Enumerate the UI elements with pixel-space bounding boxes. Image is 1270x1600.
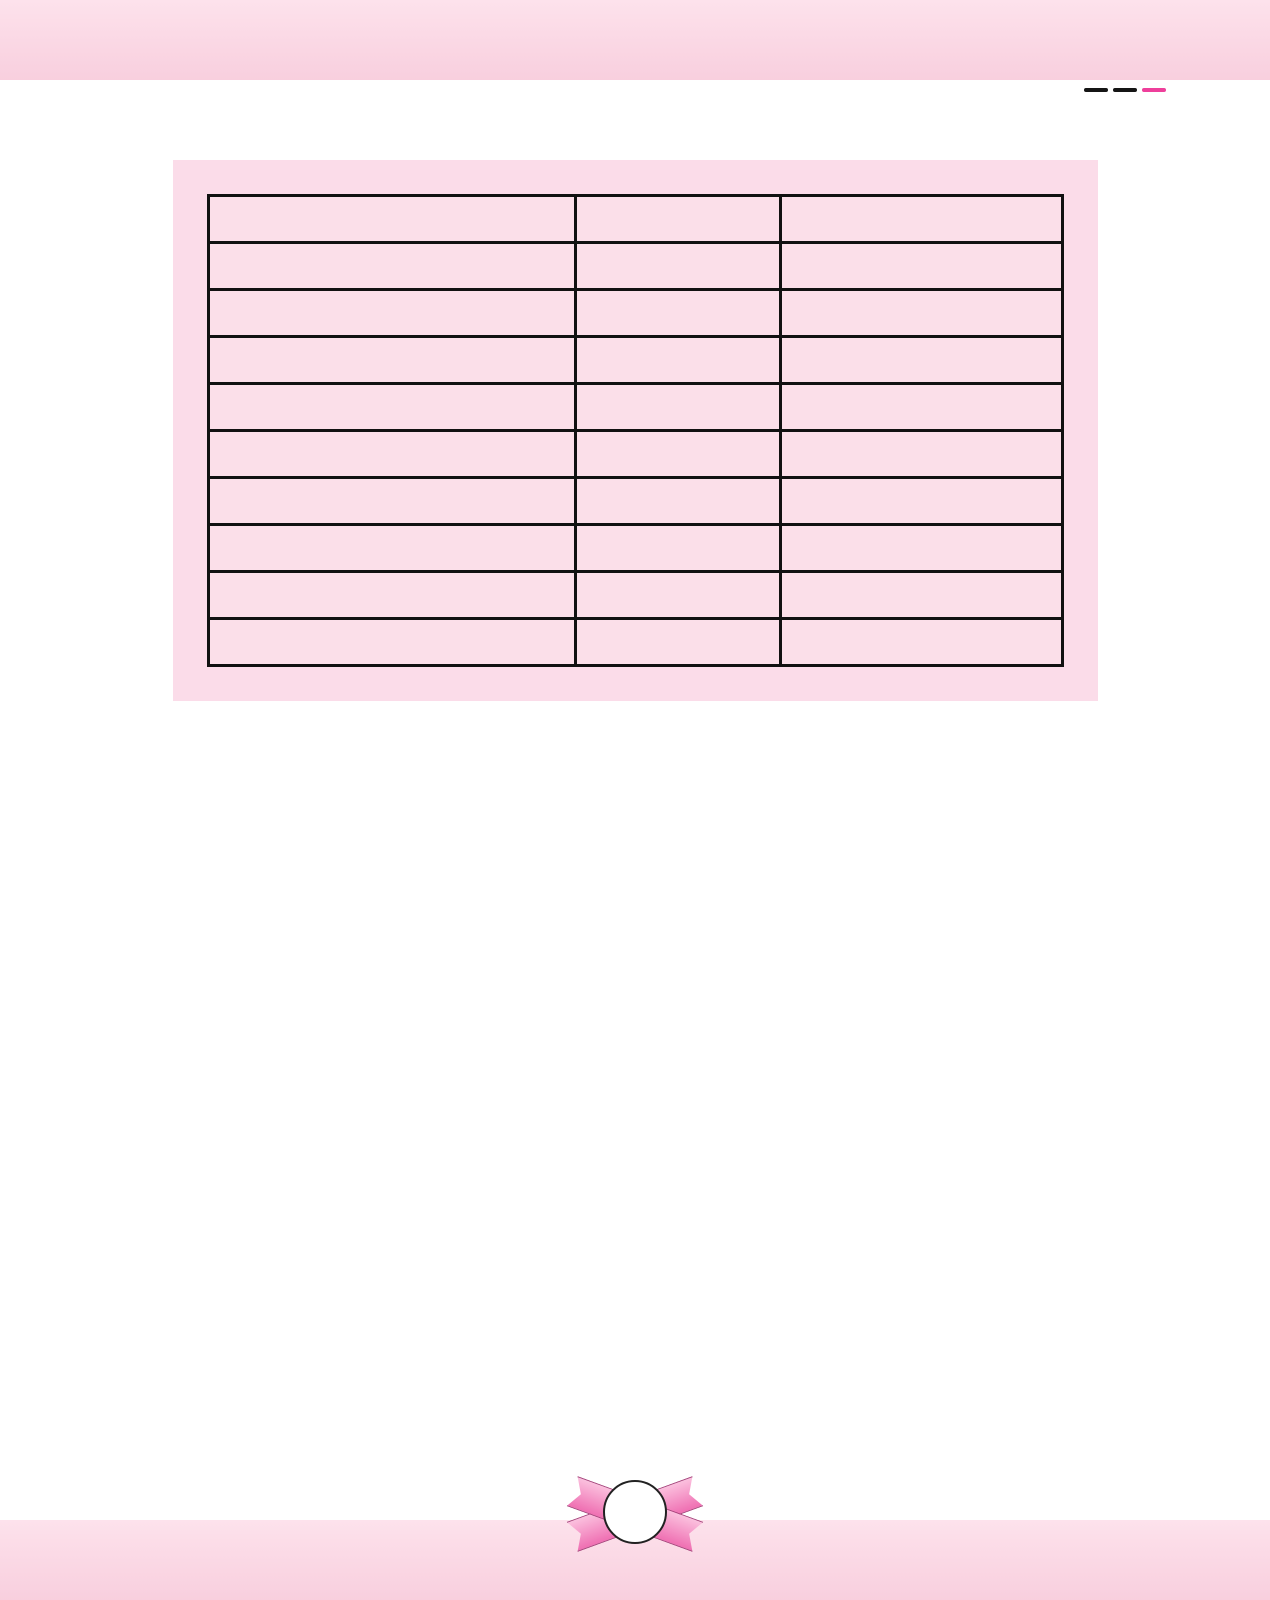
harakat-example <box>209 196 576 243</box>
table-row <box>209 619 1063 666</box>
harakat-name <box>781 384 1063 431</box>
harakat-symbol <box>576 572 781 619</box>
harakat-name <box>781 431 1063 478</box>
harakat-symbol <box>576 384 781 431</box>
harakat-name <box>781 290 1063 337</box>
table-row <box>209 290 1063 337</box>
table-row <box>209 337 1063 384</box>
table-row <box>209 525 1063 572</box>
harakat-example <box>209 337 576 384</box>
harakat-example <box>209 290 576 337</box>
harakat-symbol <box>576 478 781 525</box>
harakat-symbol <box>576 290 781 337</box>
table-row <box>209 196 1063 243</box>
harakat-name <box>781 337 1063 384</box>
harakat-symbol <box>576 525 781 572</box>
harakat-name <box>781 619 1063 666</box>
harakat-table <box>207 194 1064 667</box>
table-row <box>209 478 1063 525</box>
harakat-symbol <box>576 337 781 384</box>
page-content <box>0 150 1270 701</box>
harakat-name <box>781 243 1063 290</box>
table-row <box>209 243 1063 290</box>
harakat-example <box>209 384 576 431</box>
harakat-name <box>781 196 1063 243</box>
table-row <box>209 431 1063 478</box>
harakat-symbol <box>576 196 781 243</box>
harakat-symbol <box>576 243 781 290</box>
harakat-example <box>209 572 576 619</box>
harakat-example <box>209 478 576 525</box>
page-number-badge <box>560 1468 710 1560</box>
harakat-example <box>209 525 576 572</box>
harakat-name <box>781 572 1063 619</box>
harakat-name <box>781 478 1063 525</box>
class-subtitle <box>1084 88 1108 92</box>
harakat-example <box>209 619 576 666</box>
brand-badge <box>1142 88 1166 92</box>
table-row <box>209 384 1063 431</box>
harakat-symbol <box>576 619 781 666</box>
table-row <box>209 572 1063 619</box>
harakat-table-panel <box>173 160 1098 701</box>
book-header <box>1080 84 1170 96</box>
harakat-name <box>781 525 1063 572</box>
page-number <box>603 1480 667 1544</box>
harakat-example <box>209 243 576 290</box>
harakat-example <box>209 431 576 478</box>
book-title <box>1113 88 1137 92</box>
top-lace-border <box>0 0 1270 80</box>
harakat-symbol <box>576 431 781 478</box>
